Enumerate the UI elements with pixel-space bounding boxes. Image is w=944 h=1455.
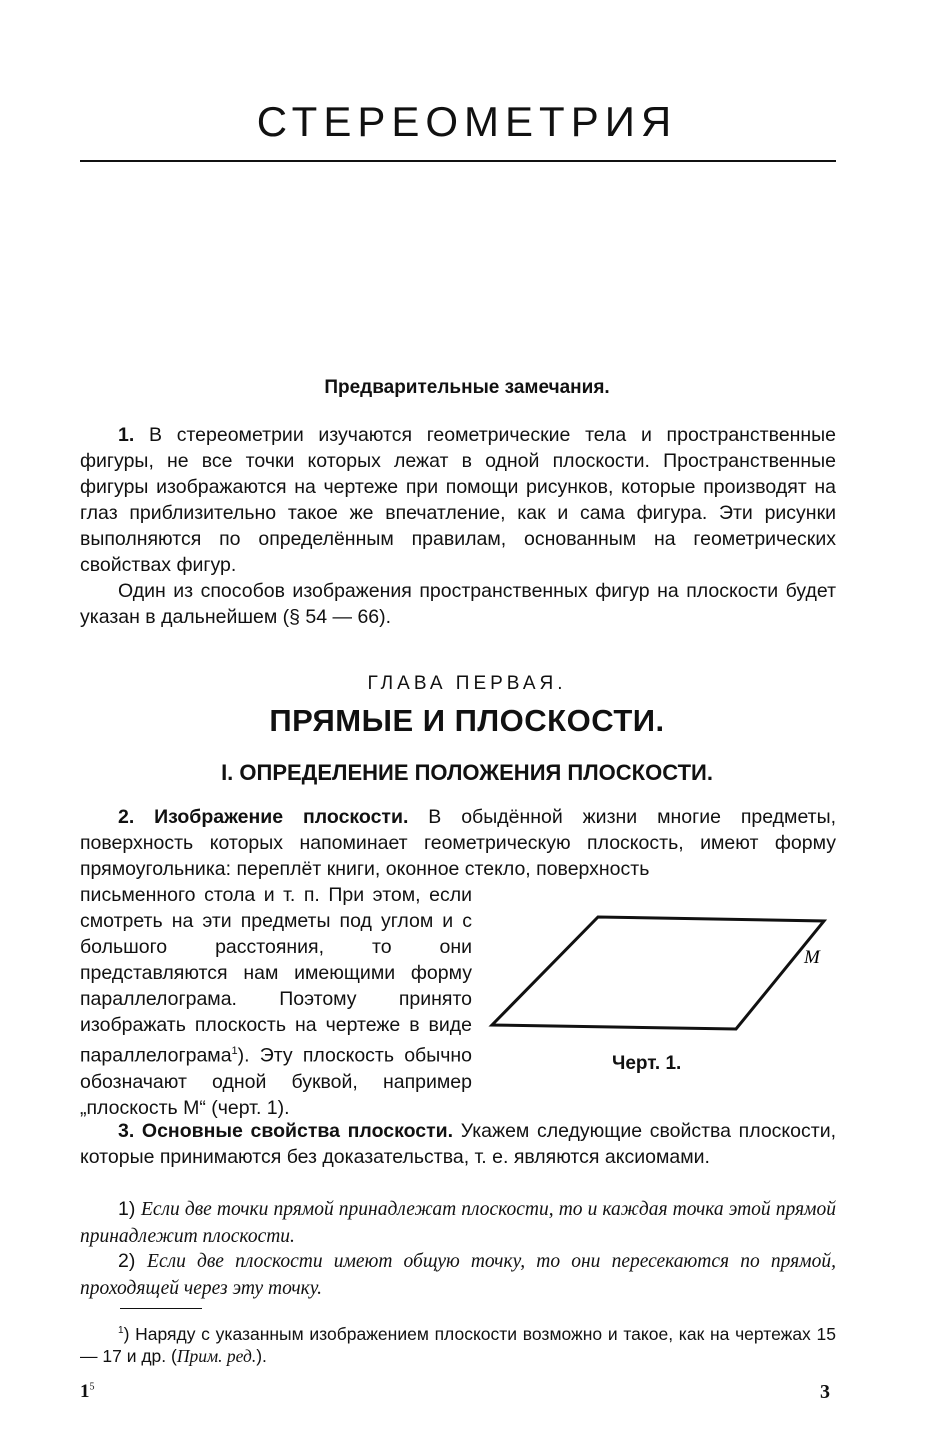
- item-2-intro: [80, 804, 836, 882]
- axiom-2-text: Если две плоскости имеют общую точку, то они пересекаются по прямой, проходящей через эту точку.: [80, 1251, 837, 1299]
- paragraph-text: В стереометрии изучаются геометрические тела и пространственные фигуры, не все точки которых лежат в одной плоскости. Пространственные фигуры изображаются на чертеже при помощи рисунков, которые производят на глаз приблизительно такое же впечатление, как и сама фигура. Эти рисунки выполняются по определённым правилам, основанным на геометрических свойствах фигур.: [80, 424, 836, 576]
- item-2-heading: 2. Изображение плоскости.: [118, 806, 409, 828]
- chapter-label: ГЛАВА ПЕРВАЯ.: [367, 673, 567, 694]
- title-rule: [80, 160, 836, 162]
- footnote-rule: [120, 1308, 202, 1309]
- footnote-end: ).: [256, 1345, 267, 1366]
- preliminary-paragraph-2: Один из способов изображения пространственных фигур на плоскости будет указан в дальнейшем (§ 54 — 66).: [80, 580, 836, 628]
- item-3-text: Укажем следующие свойства плоскости, которые принимаются без доказательства, т. е. являются аксиомами.: [80, 1120, 837, 1168]
- axiom-2-number: 2): [118, 1250, 136, 1272]
- preliminary-heading: Предварительные замечания.: [324, 377, 610, 398]
- footnote-text: ) Наряду с указанным изображением плоскости возможно и такое, как на чертежах 15 — 17 и др. (: [80, 1323, 836, 1366]
- axiom-1: [80, 1196, 836, 1250]
- axiom-1-number: 1): [118, 1198, 136, 1220]
- footnote: [80, 1320, 836, 1367]
- section-title: I. ОПРЕДЕЛЕНИЕ ПОЛОЖЕНИЯ ПЛОСКОСТИ.: [221, 760, 713, 785]
- page-number: 3: [820, 1381, 830, 1403]
- item-3-paragraph: [80, 1118, 836, 1170]
- plane-parallelogram: [492, 917, 824, 1029]
- plane-figure: [486, 905, 836, 1045]
- page-title: СТЕРЕОМЕТРИЯ: [256, 98, 678, 145]
- signature-mark: [80, 1381, 95, 1403]
- footnote-italic: Прим. ред.: [176, 1345, 257, 1366]
- chapter-title: ПРЯМЫЕ И ПЛОСКОСТИ.: [269, 703, 665, 738]
- footnote-number: 1: [118, 1325, 124, 1336]
- plane-label: M: [804, 947, 820, 968]
- footnote-ref: 1: [231, 1045, 238, 1057]
- signature-superscript: 5: [89, 1381, 95, 1393]
- item-2-wrap-text-end: ). Эту плоскость обычно обозначают одной буквой, например „плоскость M“ (черт. 1).: [80, 1044, 472, 1119]
- item-2-text: В обыдённой жизни многие предметы, поверхность которых напоминает геометрическую плоскость, имеют форму прямоугольника: переплёт книги, оконное стекло, поверхность: [80, 806, 837, 880]
- item-2-wrapped-text: [80, 882, 472, 1121]
- signature-number: 1: [80, 1381, 90, 1402]
- preliminary-paragraph-1: [80, 422, 836, 578]
- item-2-wrap-text: письменного стола и т. п. При этом, если смотреть на эти предметы под углом и с большого расстояния, то они представляются нам имеющими форму параллелограма. Поэтому принято изображать плоскость на чертеже в виде параллелограма: [80, 884, 472, 1067]
- paragraph-number: 1.: [118, 424, 135, 446]
- axiom-2: [80, 1248, 836, 1302]
- axiom-1-text: Если две точки прямой принадлежат плоскости, то и каждая точка этой прямой принадлежит плоскости.: [80, 1199, 836, 1247]
- figure-caption: Черт. 1.: [612, 1053, 682, 1074]
- item-3-heading: 3. Основные свойства плоскости.: [118, 1120, 454, 1142]
